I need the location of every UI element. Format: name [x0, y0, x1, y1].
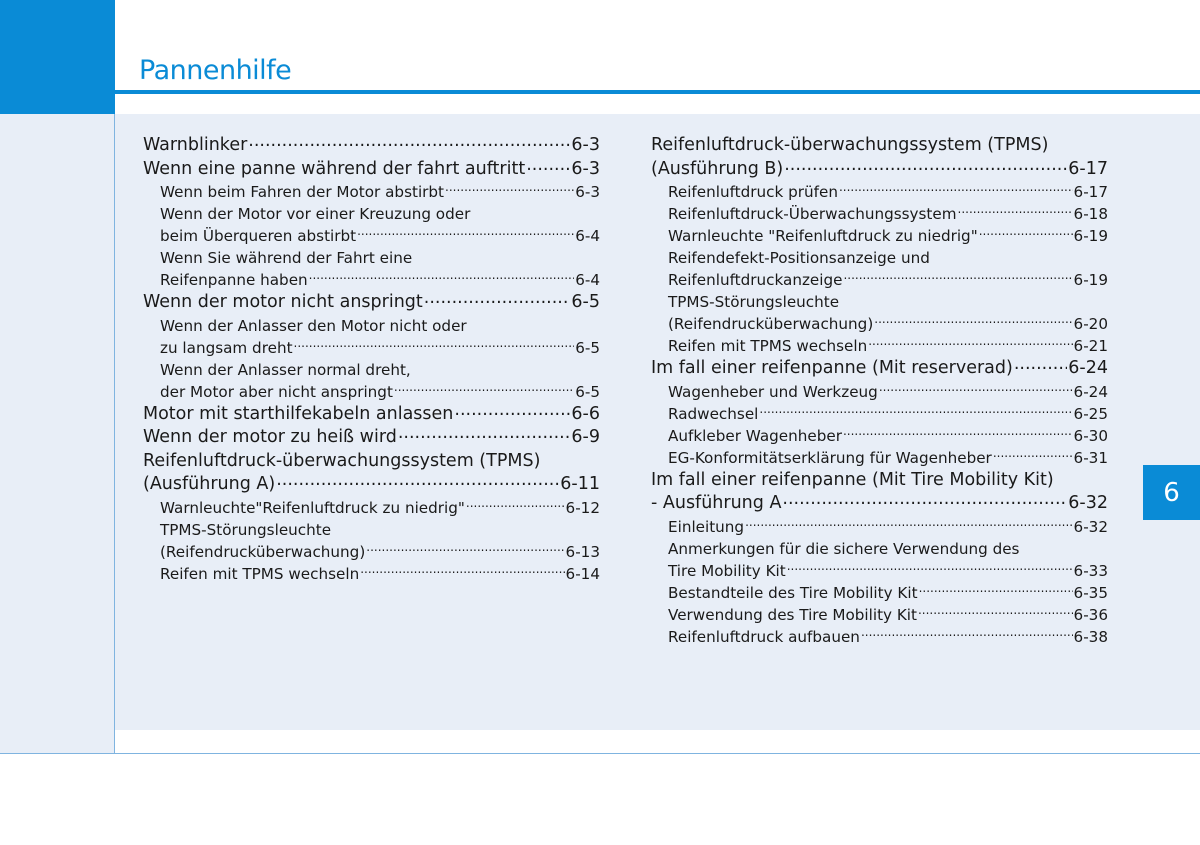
toc-entry-label: Verwendung des Tire Mobility Kit: [668, 605, 917, 624]
toc-subentry[interactable]: [651, 381, 1108, 403]
toc-entry-label: Reifenluftdruckanzeige: [668, 271, 843, 289]
toc-page-number: 6-6: [571, 403, 600, 424]
toc-entry-label: (Ausführung A): [143, 474, 276, 494]
toc-page-number: 6-11: [560, 474, 600, 494]
toc-subentry[interactable]: [143, 541, 600, 563]
toc-subentry[interactable]: [651, 203, 1108, 225]
toc-entry-label: Aufkleber Wagenheber: [668, 426, 842, 445]
toc-subentry[interactable]: [651, 425, 1108, 447]
dot-leader: [394, 381, 574, 403]
toc-heading-entry[interactable]: [651, 357, 1108, 381]
dot-leader: [868, 335, 1072, 357]
toc-page-number: 6-24: [1068, 358, 1108, 378]
dot-leader: [874, 313, 1072, 335]
toc-page-number: 6-25: [1073, 404, 1108, 423]
toc-page-number: 6-19: [1073, 271, 1108, 289]
toc-entry-label: Einleitung: [668, 517, 745, 536]
toc-entry-label: Wenn beim Fahren der Motor abstirbt: [160, 183, 444, 201]
header-rule: [115, 90, 1200, 94]
toc-page-number: 6-5: [575, 382, 600, 401]
toc-entry-line[interactable]: Im fall einer reifenpanne (Mit Tire Mobility Kit): [651, 469, 1054, 490]
toc-heading-entry[interactable]: [143, 158, 600, 182]
toc-page-number: 6-18: [1073, 205, 1108, 223]
toc-entry-label: Bestandteile des Tire Mobility Kit: [668, 583, 918, 602]
toc-entry-label: beim Überqueren abstirbt: [160, 227, 357, 245]
dot-leader: [454, 403, 570, 427]
toc-page-number: 6-3: [575, 183, 600, 201]
toc-subentry[interactable]: [651, 604, 1108, 626]
toc-page-number: 6-3: [571, 135, 600, 155]
toc-subentry[interactable]: [651, 560, 1108, 582]
toc-left-column: [143, 134, 600, 585]
dot-leader: [782, 492, 1067, 516]
footer-rule: [0, 753, 1200, 754]
header-corner-block: [0, 0, 115, 114]
toc-entry-label: der Motor aber nicht anspringt: [160, 382, 393, 401]
toc-entry-label: Radwechsel: [668, 404, 759, 423]
dot-leader: [787, 560, 1073, 582]
dot-leader: [979, 225, 1073, 247]
toc-entry-line[interactable]: Wenn Sie während der Fahrt eine: [160, 249, 413, 267]
dot-leader: [861, 626, 1073, 648]
toc-subentry[interactable]: [651, 403, 1108, 425]
toc-entry-label: - Ausführung A: [651, 493, 782, 513]
dot-leader: [357, 225, 574, 247]
toc-subentry[interactable]: [651, 225, 1108, 247]
toc-page-number: 6-5: [575, 338, 600, 357]
toc-heading-entry[interactable]: [143, 134, 600, 158]
toc-page-number: 6-19: [1073, 227, 1108, 245]
toc-page-number: 6-30: [1073, 426, 1108, 445]
dot-leader: [309, 269, 575, 291]
dot-leader: [366, 541, 564, 563]
left-border-line: [114, 114, 115, 754]
toc-right-column: [651, 134, 1108, 648]
toc-subentry[interactable]: [143, 381, 600, 403]
toc-page-number: 6-14: [565, 564, 600, 583]
dot-leader: [294, 337, 575, 359]
toc-entry-line[interactable]: TPMS-Störungsleuchte: [160, 520, 332, 539]
dot-leader: [919, 582, 1073, 604]
toc-page-number: 6-38: [1073, 627, 1108, 646]
toc-subentry[interactable]: [143, 269, 600, 291]
toc-subentry[interactable]: [651, 582, 1108, 604]
toc-page-number: 6-9: [571, 427, 600, 447]
dot-leader: [526, 158, 570, 182]
toc-entry-line[interactable]: TPMS-Störungsleuchte: [668, 293, 840, 311]
toc-entry-line[interactable]: Reifenluftdruck-überwachungssystem (TPMS): [143, 450, 541, 471]
toc-entry-label: Reifen mit TPMS wechseln: [668, 337, 868, 355]
dot-leader: [276, 473, 559, 497]
dot-leader: [445, 181, 574, 203]
toc-page-number: 6-3: [571, 158, 600, 179]
toc-entry-label: Reifen mit TPMS wechseln: [160, 564, 360, 583]
toc-subentry[interactable]: [651, 516, 1108, 538]
dot-leader: [360, 563, 564, 585]
dot-leader: [248, 134, 570, 158]
dot-leader: [918, 604, 1073, 626]
toc-page-number: 6-4: [575, 271, 600, 289]
dot-leader: [843, 269, 1072, 291]
toc-subentry[interactable]: [143, 337, 600, 359]
left-margin-strip: [0, 114, 115, 754]
dot-leader: [993, 447, 1073, 469]
toc-subentry[interactable]: [651, 269, 1108, 291]
toc-subentry[interactable]: [651, 626, 1108, 648]
dot-leader: [843, 425, 1073, 447]
toc-heading-entry[interactable]: [143, 403, 600, 427]
toc-subentry[interactable]: [651, 313, 1108, 335]
toc-page-number: 6-13: [565, 542, 600, 561]
toc-entry-label: EG-Konformitätserklärung für Wagenheber: [668, 448, 992, 467]
toc-entry-label: Warnblinker: [143, 135, 248, 155]
toc-heading-entry[interactable]: [143, 426, 600, 450]
dot-leader: [784, 158, 1067, 182]
toc-page-number: 6-17: [1068, 158, 1108, 179]
chapter-tab[interactable]: 6: [1143, 465, 1200, 520]
toc-page-number: 6-5: [571, 292, 600, 312]
toc-entry-label: (Reifendrucküberwachung): [160, 542, 366, 561]
dot-leader: [759, 403, 1072, 425]
toc-page-number: 6-32: [1073, 517, 1108, 536]
toc-entry-label: (Ausführung B): [651, 158, 784, 179]
toc-entry-label: Tire Mobility Kit: [668, 561, 786, 580]
toc-entry-line[interactable]: Wenn der Anlasser normal dreht,: [160, 360, 411, 379]
toc-subentry[interactable]: [143, 225, 600, 247]
toc-page-number: 6-21: [1073, 337, 1108, 355]
dot-leader: [879, 381, 1073, 403]
dot-leader: [839, 181, 1073, 203]
toc-entry-label: Im fall einer reifenpanne (Mit reserverad): [651, 358, 1013, 378]
toc-heading-entry[interactable]: [651, 158, 1108, 182]
toc-page-number: 6-20: [1073, 315, 1108, 333]
toc-entry-label: Reifenluftdruck-Überwachungssystem: [668, 205, 957, 223]
toc-subentry[interactable]: [143, 497, 600, 519]
toc-subentry[interactable]: [143, 563, 600, 585]
toc-page-number: 6-32: [1068, 493, 1108, 513]
toc-entry-label: Wagenheber und Werkzeug: [668, 382, 878, 401]
toc-entry-label: Reifenpanne haben: [160, 271, 308, 289]
toc-entry-line[interactable]: Reifendefekt-Positionsanzeige und: [668, 249, 930, 267]
page-title: Pannenhilfe: [139, 55, 292, 86]
dot-leader: [958, 203, 1073, 225]
toc-page-number: 6-36: [1073, 605, 1108, 624]
toc-entry-label: Warnleuchte"Reifenluftdruck zu niedrig": [160, 498, 465, 517]
toc-entry-label: Reifenluftdruck aufbauen: [668, 627, 860, 646]
toc-entry-line[interactable]: Wenn der Motor vor einer Kreuzung oder: [160, 205, 471, 223]
toc-entry-label: zu langsam dreht: [160, 338, 293, 357]
toc-entry-line[interactable]: Anmerkungen für die sichere Verwendung des: [668, 539, 1020, 558]
toc-page-number: 6-24: [1073, 382, 1108, 401]
toc-subentry[interactable]: [651, 335, 1108, 357]
toc-entry-label: Wenn der motor zu heiß wird: [143, 427, 397, 447]
dot-leader: [398, 426, 571, 450]
toc-heading-entry[interactable]: [143, 291, 600, 315]
toc-subentry[interactable]: [143, 181, 600, 203]
toc-heading-entry[interactable]: [143, 473, 600, 497]
toc-page-number: 6-4: [575, 227, 600, 245]
toc-page-number: 6-35: [1073, 583, 1108, 602]
dot-leader: [1014, 357, 1067, 381]
toc-entry-label: Wenn der motor nicht anspringt: [143, 292, 423, 312]
toc-entry-label: Warnleuchte "Reifenluftdruck zu niedrig": [668, 227, 978, 245]
toc-page-number: 6-31: [1073, 448, 1108, 467]
dot-leader: [424, 291, 571, 315]
dot-leader: [745, 516, 1072, 538]
toc-entry-label: Reifenluftdruck prüfen: [668, 183, 838, 201]
toc-entry-label: (Reifendrucküberwachung): [668, 315, 874, 333]
toc-subentry[interactable]: [651, 447, 1108, 469]
toc-heading-entry[interactable]: [651, 492, 1108, 516]
toc-entry-label: Motor mit starthilfekabeln anlassen: [143, 403, 454, 424]
toc-entry-line[interactable]: Wenn der Anlasser den Motor nicht oder: [160, 316, 467, 335]
toc-subentry[interactable]: [651, 181, 1108, 203]
toc-page-number: 6-33: [1073, 561, 1108, 580]
toc-entry-label: Wenn eine panne während der fahrt auftritt: [143, 158, 526, 179]
dot-leader: [466, 497, 565, 519]
toc-page-number: 6-17: [1073, 183, 1108, 201]
toc-entry-line[interactable]: Reifenluftdruck-überwachungssystem (TPMS): [651, 135, 1049, 155]
toc-page-number: 6-12: [565, 498, 600, 517]
